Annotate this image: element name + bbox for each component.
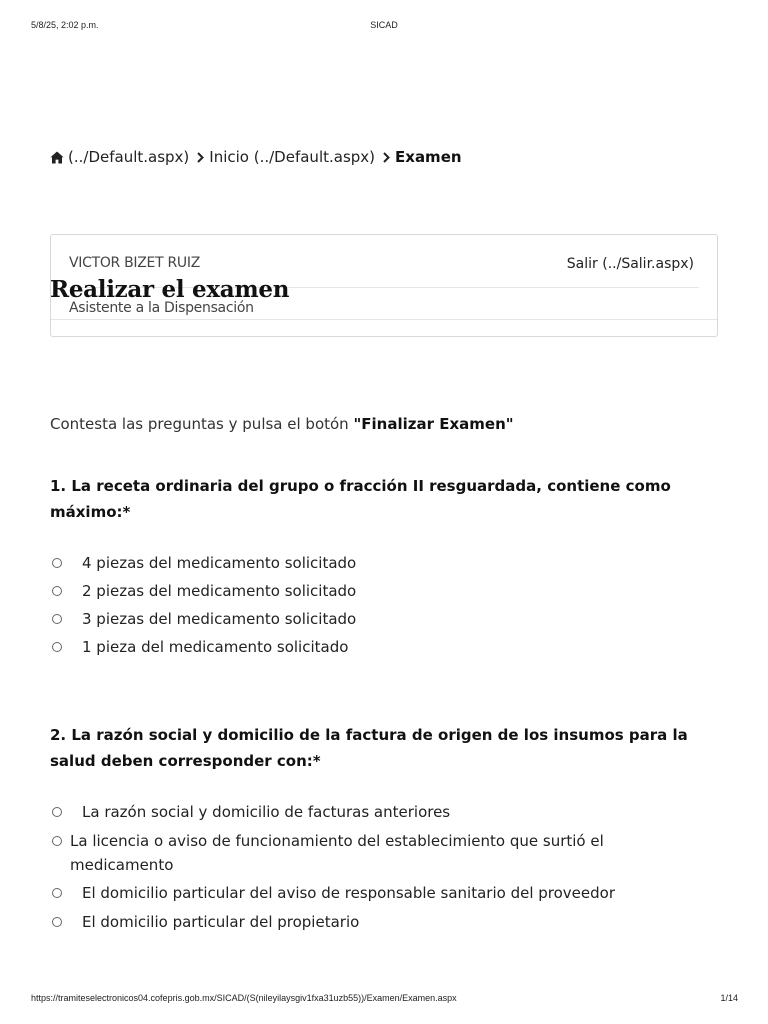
option-2-4[interactable] bbox=[50, 910, 710, 939]
instructions-button-name: "Finalizar Examen" bbox=[353, 415, 514, 433]
breadcrumb-home-link[interactable]: (../Default.aspx) bbox=[68, 148, 190, 166]
question-1: 1. La receta ordinaria del grupo o fracción II resguardada, contiene como máximo:* bbox=[50, 477, 671, 521]
logout-link[interactable]: Salir (../Salir.aspx) bbox=[566, 256, 694, 272]
option-2-2[interactable] bbox=[50, 829, 710, 881]
user-name: VICTOR BIZET RUIZ bbox=[69, 255, 200, 271]
radio-unchecked[interactable] bbox=[52, 888, 62, 898]
radio-unchecked[interactable] bbox=[52, 836, 62, 846]
instructions-text: Contesta las preguntas y pulsa el botón bbox=[50, 415, 354, 433]
option-label: 1 pieza del medicamento solicitado bbox=[82, 638, 349, 656]
option-label: El domicilio particular del propietario bbox=[82, 913, 360, 931]
home-icon[interactable] bbox=[50, 151, 64, 164]
breadcrumb-current: Examen bbox=[395, 148, 462, 166]
page-title: Realizar el examen bbox=[50, 276, 290, 303]
question-2-options bbox=[50, 800, 710, 939]
radio-unchecked[interactable] bbox=[52, 586, 62, 596]
radio-unchecked[interactable] bbox=[52, 917, 62, 927]
option-1-1[interactable] bbox=[50, 551, 710, 579]
chevron-right-icon bbox=[197, 152, 204, 163]
chevron-right-icon bbox=[383, 152, 390, 163]
option-label: La licencia o aviso de funcionamiento del establecimiento que surtió el medicamento bbox=[70, 832, 604, 874]
option-1-3[interactable] bbox=[50, 607, 710, 635]
option-1-2[interactable] bbox=[50, 579, 710, 607]
instructions bbox=[50, 415, 514, 433]
print-datetime: 5/8/25, 2:02 p.m. bbox=[31, 20, 99, 30]
print-url: https://tramiteselectronicos04.cofepris.gob.mx/SICAD/(S(nileyilaysgiv1fxa31uzb55))/Examen/Examen.aspx bbox=[31, 993, 457, 1003]
radio-unchecked[interactable] bbox=[52, 807, 62, 817]
user-role: Asistente a la Dispensación bbox=[69, 300, 254, 316]
breadcrumb-inicio-link[interactable]: Inicio (../Default.aspx) bbox=[209, 148, 376, 166]
option-1-4[interactable] bbox=[50, 635, 710, 663]
question-1-options bbox=[50, 551, 710, 663]
breadcrumb bbox=[50, 148, 462, 166]
option-label: El domicilio particular del aviso de responsable sanitario del proveedor bbox=[82, 884, 615, 902]
question-2: 2. La razón social y domicilio de la factura de origen de los insumos para la salud deben corresponder con:* bbox=[50, 726, 688, 770]
option-2-1[interactable] bbox=[50, 800, 710, 829]
option-label: 2 piezas del medicamento solicitado bbox=[82, 582, 357, 600]
option-label: 3 piezas del medicamento solicitado bbox=[82, 610, 357, 628]
print-title: SICAD bbox=[370, 20, 398, 30]
radio-unchecked[interactable] bbox=[52, 614, 62, 624]
print-page-number: 1/14 bbox=[720, 993, 738, 1003]
option-2-3[interactable] bbox=[50, 881, 710, 910]
option-label: La razón social y domicilio de facturas anteriores bbox=[82, 803, 451, 821]
radio-unchecked[interactable] bbox=[52, 642, 62, 652]
radio-unchecked[interactable] bbox=[52, 558, 62, 568]
option-label: 4 piezas del medicamento solicitado bbox=[82, 554, 357, 572]
divider bbox=[51, 319, 717, 320]
